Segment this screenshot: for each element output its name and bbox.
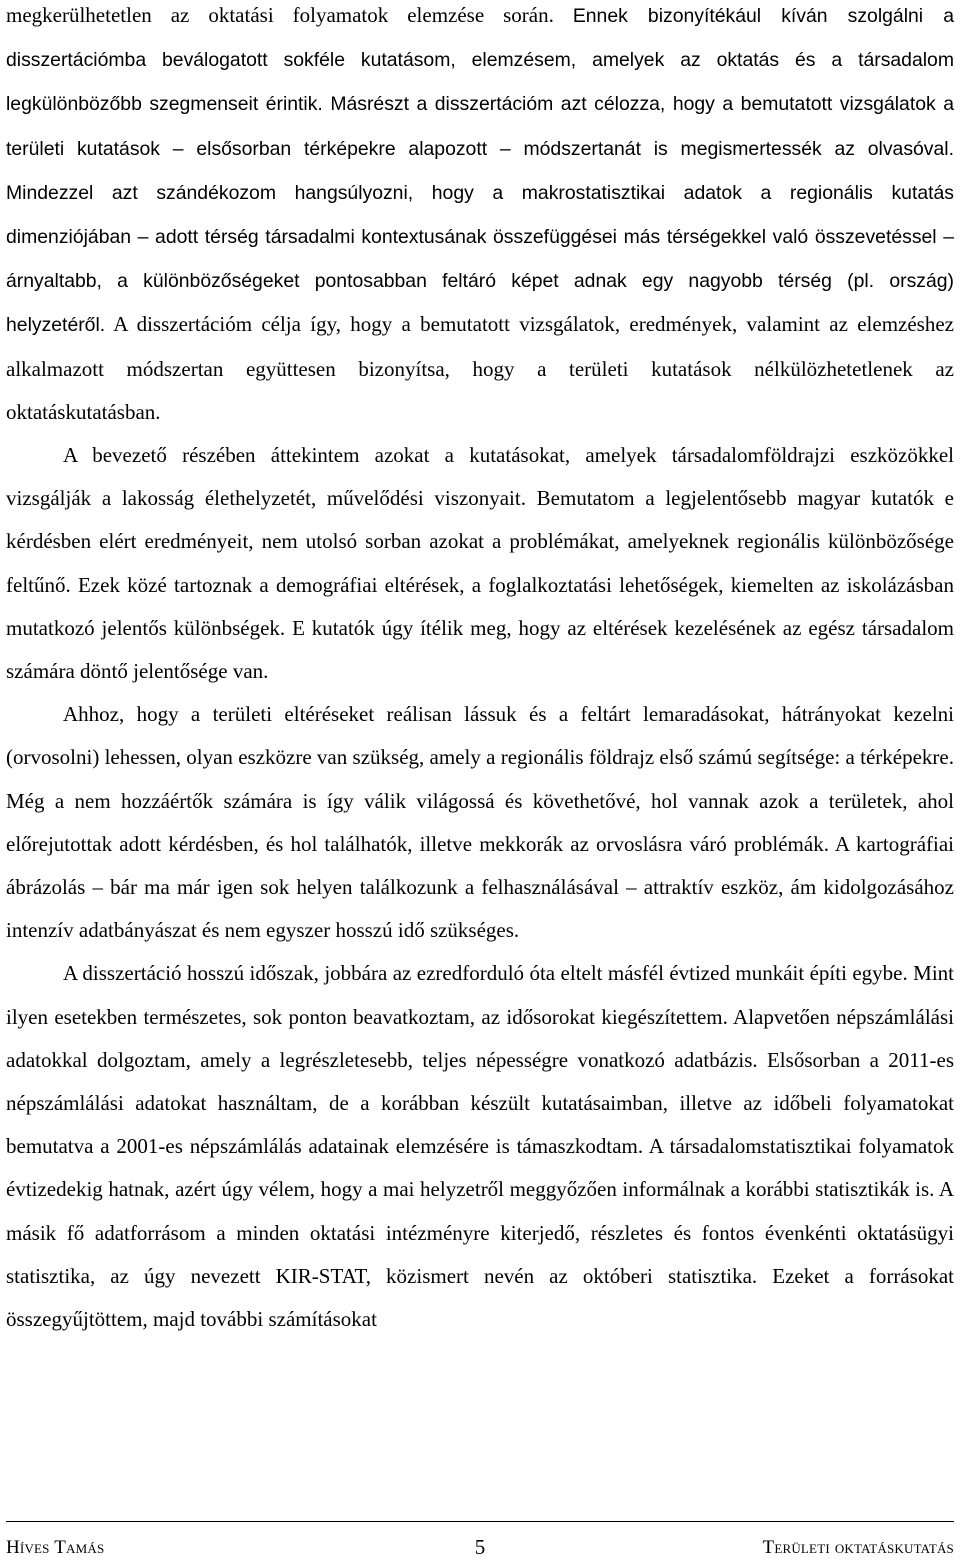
footer-page-number: 5 <box>474 1535 486 1559</box>
page-footer <box>6 1521 954 1561</box>
paragraph-4 <box>6 952 954 1341</box>
paragraph-1 <box>6 0 954 434</box>
document-page <box>6 0 954 1341</box>
paragraph-2-text: A bevezető részében áttekintem azokat a kutatásokat, amelyek társadalomföldrajzi eszközökkel vizsgálják a lakosság élethelyzetét, művelődési viszonyait. Bemutatom a legjelentősebb magyar kutatók e kérdésben elért eredményeit, nem utolsó sorban azokat a problémákat, amelyeknek regionális különbözősége feltűnő. Ezek közé tartoznak a demográfiai eltérések, a foglalkoztatási lehetőségek, kiemelten az iskolázásban mutatkozó jelentős különbségek. E kutatók úgy ítélik meg, hogy az eltérések kezelésének az egész társadalom számára döntő jelentősége van. <box>6 443 954 684</box>
paragraph-3 <box>6 693 954 952</box>
footer-running-title: Területi oktatáskutatás <box>762 1537 954 1558</box>
paragraph-1-text-c: A disszertációm célja így, hogy a bemutatott vizsgálatok, eredmények, valamint az elemzéshez alkalmazott módszertan együttesen bizonyítsa, hogy a területi kutatások nélkülözhetetlenek az oktatáskutatásban. <box>6 312 954 424</box>
paragraph-4-text: A disszertáció hosszú időszak, jobbára az ezredforduló óta eltelt másfél évtized munkáit építi egybe. Mint ilyen esetekben természetes, sok ponton beavatkoztam, az idősorokat kiegészítettem. Alapvetően népszámlálási adatokkal dolgoztam, amely a legrészletesebb, teljes népességre vonatkozó adatbázis. Elsősorban a 2011-es népszámlálási adatokat használtam, de a korábban készült kutatásaimban, illetve az időbeli folyamatokat bemutatva a 2001-es népszámlálás adatainak elemzésére is támaszkodtam. A társadalomstatisztikai folyamatok évtizedekig hatnak, azért úgy vélem, hogy a mai helyzetről meggyőzően informálnak a korábbi statisztikák is. A másik fő adatforrásom a minden oktatási intézményre kiterjedő, részletes és fontos évenkénti oktatásügyi statisztika, az úgy nevezett KIR-STAT, közismert nevén az októberi statisztika. Ezeket a forrásokat összegyűjtöttem, majd további számításokat <box>6 961 954 1332</box>
paragraph-1-text-a: megkerülhetetlen az oktatási folyamatok elemzése során. <box>6 3 573 27</box>
paragraph-2 <box>6 434 954 693</box>
paragraph-1-text-b: Ennek bizonyítékául kíván szolgálni a disszertációmba beválogatott sokféle kutatásom, elemzésem, amelyek az oktatás és a társadalom legkülönbözőbb szegmenseit érintik. Másrészt a disszertációm azt célozza, hogy a bemutatott vizsgálatok a területi kutatások – elsősorban térképekre alapozott – módszertanát is megismertessék az olvasóval. Mindezzel azt szándékozom hangsúlyozni, hogy a makrostatisztikai adatok a regionális kutatás dimenziójában – adott térség társadalmi kontextusának összefüggései más térségekkel való összevetéssel – árnyaltabb, a különbözőségeket pontosabban feltáró képet adnak egy nagyobb térség (pl. ország) helyzetéről. <box>6 5 954 337</box>
footer-author: Híves Tamás <box>6 1537 105 1558</box>
paragraph-3-text: Ahhoz, hogy a területi eltéréseket reálisan lássuk és a feltárt lemaradásokat, hátrányokat kezelni (orvosolni) lehessen, olyan eszközre van szükség, amely a regionális földrajz első számú segítsége: a térképekre. Még a nem hozzáértők számára is így válik világossá és követhetővé, hol vannak azok a területek, ahol előrejutottak adott kérdésben, és hol találhatók, illetve mekkorák az orvoslásra váró problémák. A kartográfiai ábrázolás – bár ma már igen sok helyen találkozunk a felhasználásával – attraktív eszköz, ám kidolgozásához intenzív adatbányászat és nem egyszer hosszú idő szükséges. <box>6 702 954 943</box>
